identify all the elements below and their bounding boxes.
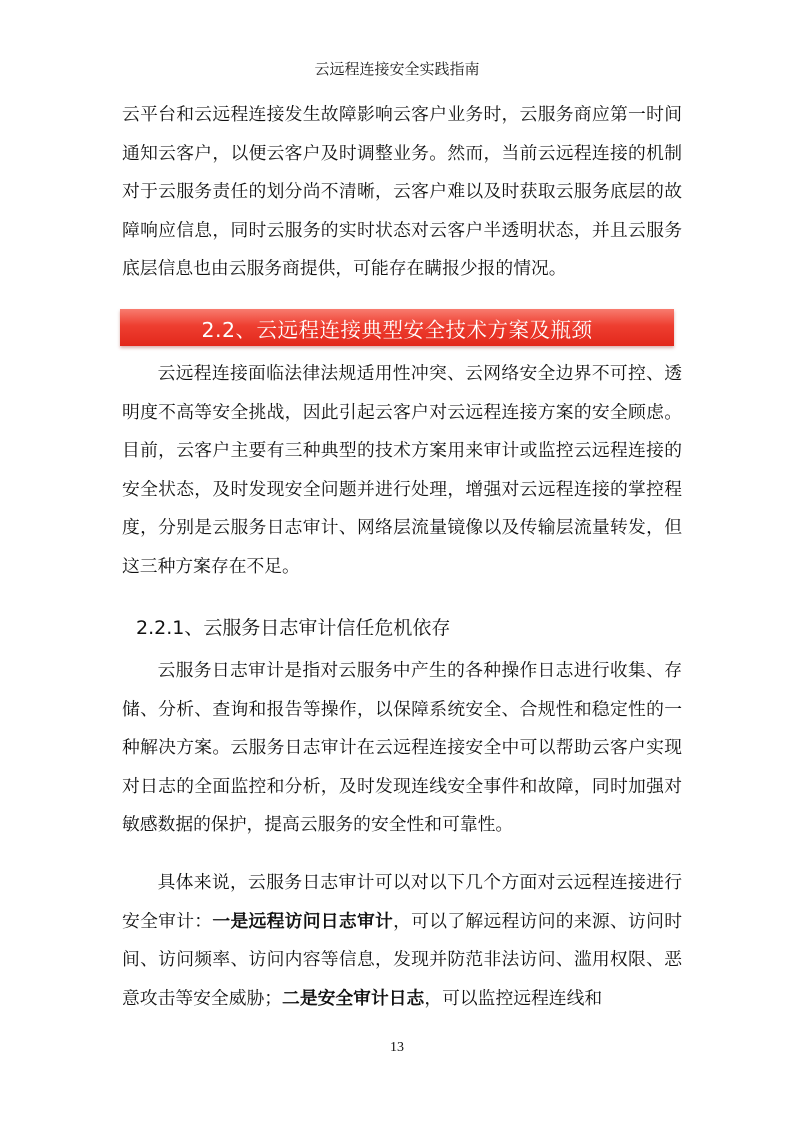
p4-bold-security-audit-log: 二是安全审计日志	[282, 987, 425, 1009]
running-header: 云远程连接安全实践指南	[314, 60, 480, 78]
paragraph-log-audit-details	[122, 864, 682, 1018]
paragraph-log-audit-definition: 云服务日志审计是指对云服务中产生的各种操作日志进行收集、存储、分析、查询和报告等操作，以保障系统安全、合规性和稳定性的一种解决方案。云服务日志审计在云远程连接安全中可以帮助云客户实现对日志的全面监控和分析，及时发现连线安全事件和故障，同时加强对敏感数据的保护，提高云服务的安全性和可靠性。	[122, 660, 682, 835]
p4-bold-remote-access-audit: 一是远程访问日志审计	[212, 910, 394, 932]
paragraph-security-challenges: 云远程连接面临法律法规适用性冲突、云网络安全边界不可控、透明度不高等安全挑战，因此引起云客户对云远程连接方案的安全顾虑。目前，云客户主要有三种典型的技术方案用来审计或监控云远程连接的安全状态，及时发现安全问题并进行处理，增强对云远程连接的掌控程度，分别是云服务日志审计、网络层流量镜像以及传输层流量转发，但这三种方案存在不足。	[122, 363, 682, 577]
p4-text-1: 具体来说，云服务日志审计可以对以下几个方面对云远程连接进行安全审计：	[122, 872, 682, 932]
section-heading-title: 2.2、云远程连接典型安全技术方案及瓶颈	[201, 317, 593, 342]
page-number: 13	[390, 1040, 404, 1055]
p4-text-3: ，可以监控远程连线和	[424, 987, 603, 1009]
section-heading-banner	[120, 309, 674, 346]
subsection-heading: 2.2.1、云服务日志审计信任危机依存	[136, 617, 451, 639]
paragraph-service-failure: 云平台和云远程连接发生故障影响云客户业务时，云服务商应第一时间通知云客户，以便云客户及时调整业务。然而，当前云远程连接的机制对于云服务责任的划分尚不清晰，云客户难以及时获取云服务底层的故障响应信息，同时云服务的实时状态对云客户半透明状态，并且云服务底层信息也由云服务商提供，可能存在瞒报少报的情况。	[122, 104, 682, 279]
p4-text-2: ，可以了解远程访问的来源、访问时间、访问频率、访问内容等信息，发现并防范非法访问、滥用权限、恶意攻击等安全威胁；	[122, 910, 682, 1009]
